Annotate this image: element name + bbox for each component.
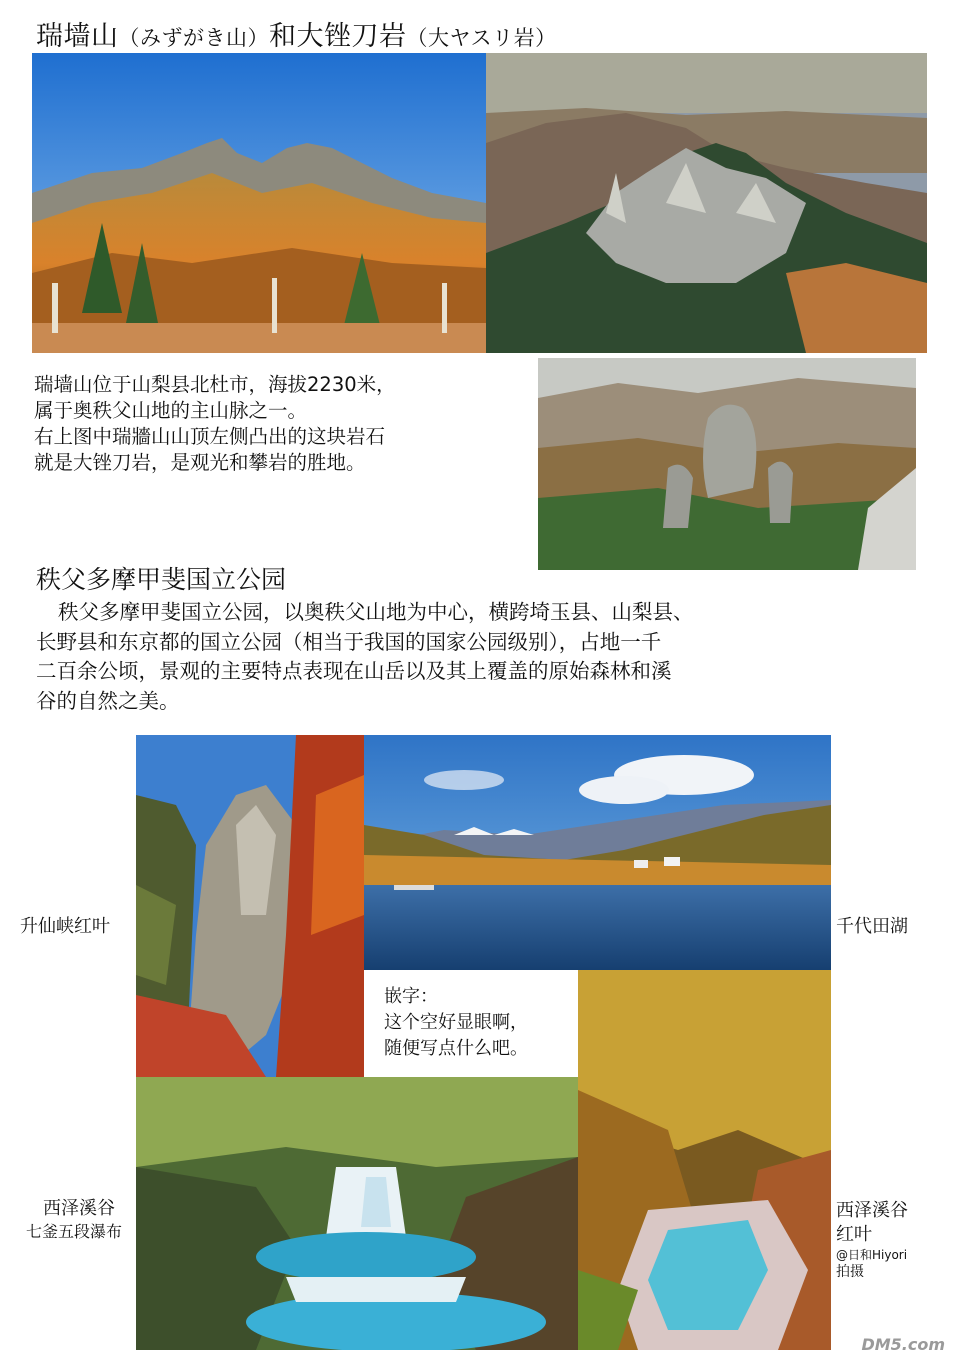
note-line-2: 这个空好显眼啊， (384, 1012, 528, 1033)
mizugaki-aerial-photo (486, 53, 927, 353)
section-body (36, 598, 936, 716)
caption-nishizawa-leaf-line-1: 西泽溪谷 (836, 1200, 908, 1221)
mizugaki-autumn-photo (32, 53, 486, 353)
intro-line-1: 瑞墙山位于山梨县北杜市，海拔2230米， (34, 373, 396, 396)
section-title: 秩父多摩甲斐国立公园 (36, 565, 287, 594)
caption-nishizawa-leaf (836, 1199, 908, 1281)
chiyoda-lake-photo (364, 735, 831, 970)
title-jp-2: （大ヤスリ岩） (406, 26, 557, 50)
caption-chiyoda: 千代田湖 (836, 916, 908, 937)
section-line-3: 二百余公顷，景观的主要特点表现在山岳以及其上覆盖的原始森林和溪 (36, 659, 672, 683)
note-box (364, 970, 578, 1076)
caption-shosenkyo: 升仙峡红叶 (20, 916, 110, 937)
intro-paragraph (34, 372, 534, 476)
nanatsugama-falls-photo (136, 1077, 578, 1350)
section-line-2: 长野县和东京都的国立公园（相当于我国的国家公园级别），占地一千 (36, 629, 662, 654)
oyasuri-rock-photo (538, 358, 916, 570)
page-title (36, 14, 557, 53)
nishizawa-valley-photo (578, 970, 831, 1350)
photo-credit-suffix: 拍摄 (836, 1264, 864, 1280)
section-line-4: 谷的自然之美。 (36, 688, 180, 713)
note-line-1: 嵌字： (384, 986, 438, 1007)
caption-nanatsugama (26, 1197, 123, 1243)
title-main-2: 和大锉刀岩 (269, 21, 407, 52)
photo-credit: @日和Hiyori (836, 1248, 908, 1262)
intro-line-4: 就是大锉刀岩，是观光和攀岩的胜地。 (34, 451, 366, 474)
note-line-3: 随便写点什么吧。 (384, 1038, 528, 1059)
section-line-1: 秩父多摩甲斐国立公园，以奥秩父山地为中心，横跨埼玉县、山梨县、 (58, 600, 694, 624)
intro-line-3: 右上图中瑞牆山山顶左侧凸出的这块岩石 (34, 425, 386, 448)
intro-line-2: 属于奥秩父山地的主山脉之一。 (34, 399, 308, 422)
caption-nanatsugama-line-2: 七釜五段瀑布 (26, 1222, 123, 1241)
watermark-logo: DM5.com (861, 1335, 945, 1354)
title-main-1: 瑞墙山 (36, 21, 119, 52)
caption-nishizawa-leaf-line-2: 红叶 (836, 1224, 872, 1245)
title-jp-1: （みずがき山） (118, 26, 269, 50)
shosenkyo-photo (136, 735, 364, 1077)
caption-nanatsugama-line-1: 西泽溪谷 (43, 1198, 115, 1219)
